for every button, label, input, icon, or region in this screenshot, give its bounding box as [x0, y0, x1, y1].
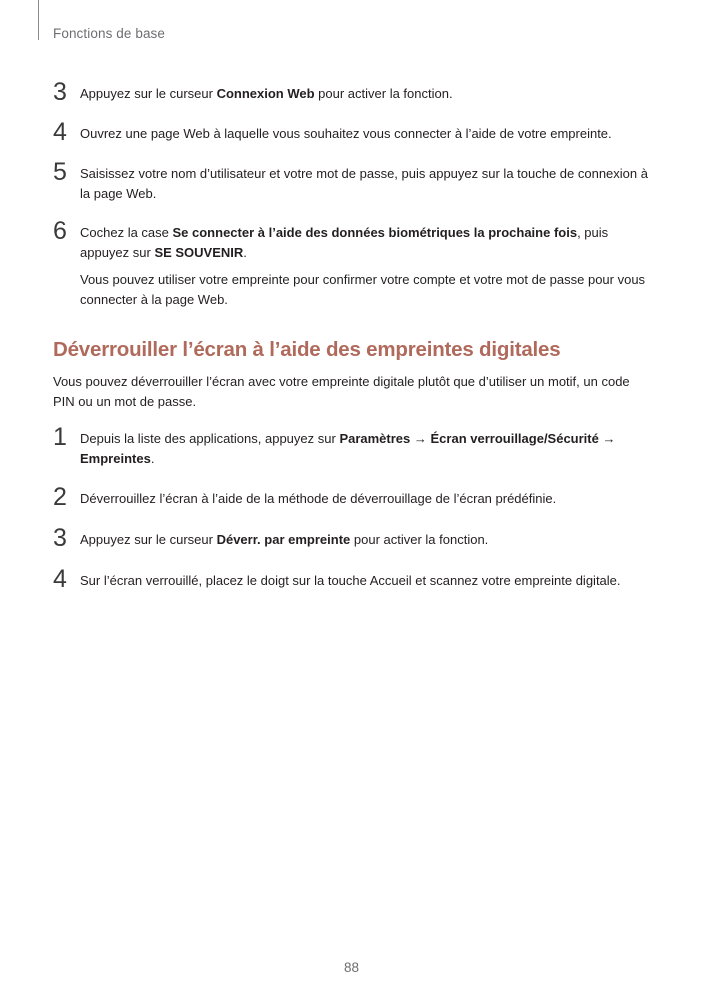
step-number: 6	[53, 217, 67, 245]
step-text-run: .	[243, 245, 247, 260]
step-number: 1	[53, 423, 67, 451]
section-intro: Vous pouvez déverrouiller l’écran avec votre empreinte digitale plutôt que d’utiliser un motif, un code PIN ou un mot de passe.	[53, 374, 630, 409]
step-number: 5	[53, 158, 67, 186]
step-number: 4	[53, 118, 67, 146]
step-number: 2	[53, 483, 67, 511]
emphasis-text: Empreintes	[80, 451, 151, 466]
step-text	[80, 84, 653, 104]
running-header: Fonctions de base	[53, 26, 166, 41]
step-text-run: Appuyez sur le curseur	[80, 532, 217, 547]
emphasis-text: Se connecter à l’aide des données biométriques la prochaine fois	[172, 225, 578, 240]
step-text-run: Déverrouillez l’écran à l’aide de la méthode de déverrouillage de l’écran prédéfinie.	[80, 491, 557, 506]
step-text	[80, 571, 653, 591]
step-6-note: Vous pouvez utiliser votre empreinte pour confirmer votre compte et votre mot de passe pour vous connecter à la page Web.	[80, 272, 646, 307]
step-text-run: pour activer la fonction.	[314, 86, 453, 101]
step-text-run: →	[598, 431, 616, 446]
step-text	[80, 429, 653, 469]
step-text	[80, 164, 653, 204]
emphasis-text: Déverr. par empreinte	[216, 532, 351, 547]
emphasis-text: Paramètres	[339, 431, 411, 446]
step-text	[80, 530, 653, 550]
step-text-run: .	[150, 451, 155, 466]
step-text-run: pour activer la fonction.	[350, 532, 489, 547]
step-number: 3	[53, 78, 67, 106]
step-text	[80, 489, 653, 509]
step-text	[80, 223, 653, 263]
step-text-run: Depuis la liste des applications, appuyez sur	[80, 431, 340, 446]
emphasis-text: Écran verrouillage/Sécurité	[430, 431, 599, 446]
step-text-run: Ouvrez une page Web à laquelle vous souhaitez vous connecter à l’aide de votre empreinte.	[80, 126, 612, 141]
page-number: 88	[343, 960, 360, 975]
step-number: 3	[53, 524, 67, 552]
step-text	[80, 124, 653, 144]
step-text-run: , puis appuyez sur	[80, 225, 609, 260]
step-text-run: Appuyez sur le curseur	[80, 86, 217, 101]
emphasis-text: SE SOUVENIR	[154, 245, 244, 260]
step-number: 4	[53, 565, 67, 593]
step-text-run: Saisissez votre nom d’utilisateur et votre mot de passe, puis appuyez sur la touche de connexion à la page Web.	[80, 166, 648, 201]
section-title: Déverrouiller l’écran à l’aide des empreintes digitales	[53, 338, 561, 361]
header-divider-line	[38, 0, 39, 40]
step-text-run: →	[410, 431, 431, 446]
emphasis-text: Connexion Web	[216, 86, 315, 101]
step-text-run: Cochez la case	[80, 225, 173, 240]
step-text-run: Sur l’écran verrouillé, placez le doigt sur la touche Accueil et scannez votre empreinte digitale.	[80, 573, 621, 588]
